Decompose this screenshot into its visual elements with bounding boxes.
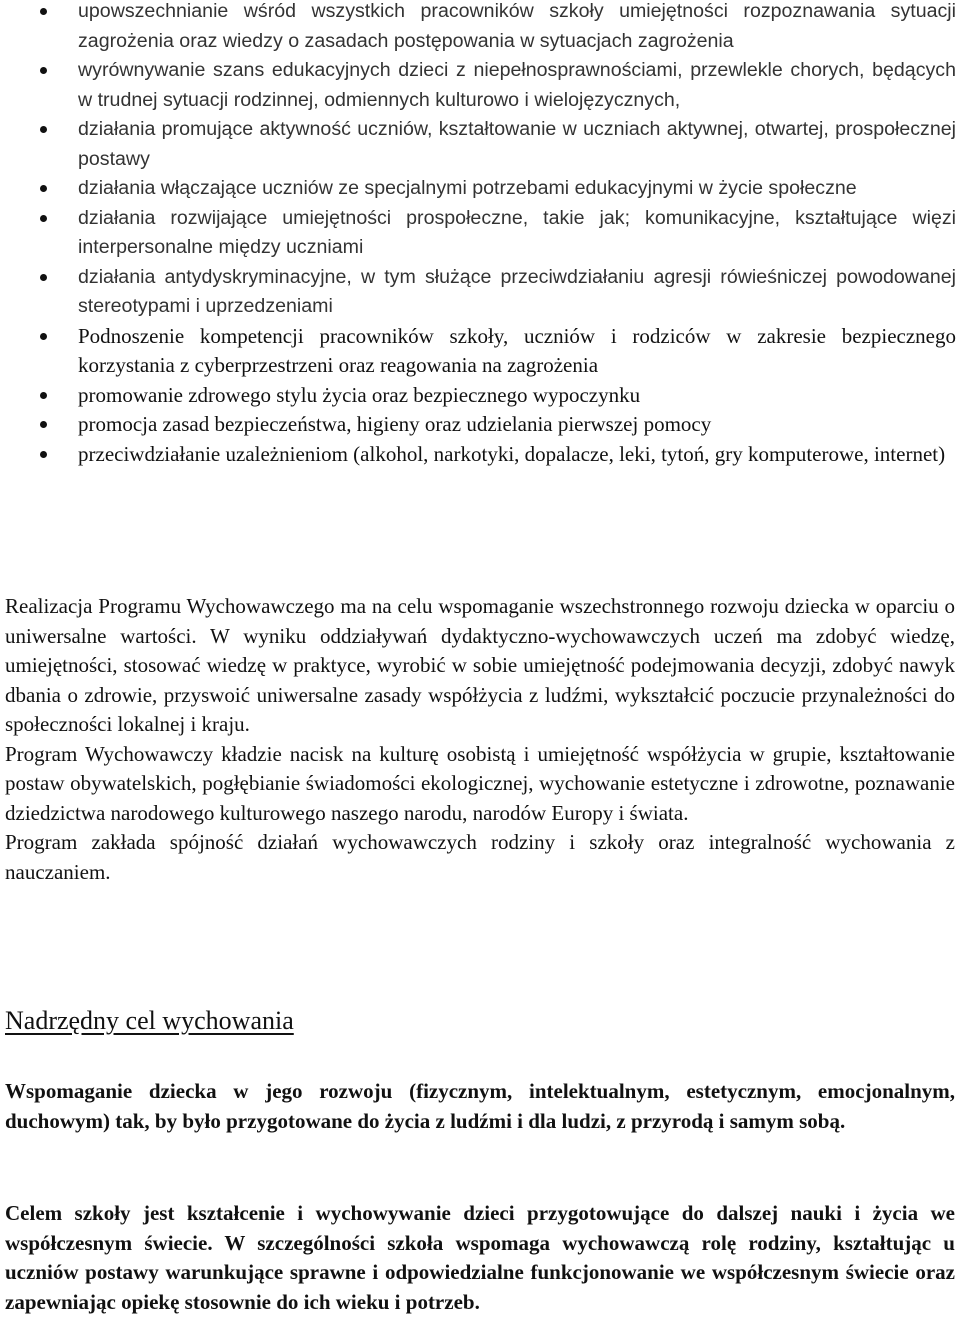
- bullet-dot-icon: [40, 333, 47, 340]
- paragraph-program-assumption: Program zakłada spójność działań wychowawczych rodziny i szkoły oraz integralność wychowania z nauczaniem.: [5, 830, 955, 884]
- bullet-text: działania włączające uczniów ze specjalnymi potrzebami edukacyjnymi w życie społeczne: [78, 177, 857, 199]
- bullet-text: przeciwdziałanie uzależnieniom (alkohol, narkotyki, dopalacze, leki, tytoń, gry komputerowe, internet): [78, 441, 946, 466]
- bullet-dot-icon: [40, 67, 47, 74]
- bullet-text: wyrównywanie szans edukacyjnych dzieci z niepełnosprawnościami, przewlekle chorych, będących w trudnej sytuacji rodzinnej, odmiennych kulturowo i wielojęzycznych,: [78, 59, 956, 111]
- bullet-text: działania rozwijające umiejętności prospołeczne, takie jak; komunikacyjne, kształtujące więzi interpersonalne między uczniami: [78, 206, 956, 258]
- program-description: [5, 592, 955, 887]
- bullet-item: [0, 322, 960, 381]
- bullet-text: działania antydyskryminacyjne, w tym służące przeciwdziałaniu agresji rówieśniczej powodowanej stereotypami i uprzedzeniami: [78, 265, 956, 317]
- bullet-dot-icon: [40, 274, 47, 281]
- bullet-item: [0, 263, 960, 322]
- bullet-text: działania promujące aktywność uczniów, kształtowanie w uczniach aktywnej, otwartej, prospołecznej postawy: [78, 118, 956, 170]
- bullet-dot-icon: [40, 451, 47, 458]
- bullet-item: [0, 174, 960, 204]
- section-heading: Nadrzędny cel wychowania: [5, 1006, 294, 1035]
- school-goal-text: Celem szkoły jest kształcenie i wychowywanie dzieci przygotowujące do dalszej nauki i życia we współczesnym świecie. W szczególności szkoła wspomaga wychowawczą rolę rodziny, kształtując u uczniów postawy warunkujące sprawne i odpowiedzialne funkcjonowanie we współczesnym świecie oraz zapewniając opiekę stosownie do ich wieku i potrzeb.: [5, 1201, 955, 1314]
- bullet-dot-icon: [40, 126, 47, 133]
- bullet-item: [0, 0, 960, 56]
- bullet-text: Podnoszenie kompetencji pracowników szkoły, uczniów i rodziców w zakresie bezpiecznego korzystania z cyberprzestrzeni oraz reagowania na zagrożenia: [78, 323, 956, 377]
- bullet-item: [0, 56, 960, 115]
- bullet-text: promocja zasad bezpieczeństwa, higieny oraz udzielania pierwszej pomocy: [78, 412, 712, 436]
- bullet-text: upowszechnianie wśród wszystkich pracowników szkoły umiejętności rozpoznawania sytuacji zagrożenia oraz wiedzy o zasadach postępowania w sytuacjach zagrożenia: [78, 0, 956, 52]
- paragraph-realization: Realizacja Programu Wychowawczego ma na celu wspomaganie wszechstronnego rozwoju dziecka w oparciu o uniwersalne wartości. W wyniku oddziaływań dydaktyczno-wychowawczych uczeń ma zdobyć wiedzę, umiejętności, stosować wiedzę w praktyce, wyrobić w sobie umiejętność podejmowania decyzji, zdobyć nawyk dbania o zdrowie, przyswoić uniwersalne zasady współżycia z ludźmi, wykształcić poczucie przynależności do społeczności lokalnej i kraju.: [5, 594, 955, 736]
- bullet-dot-icon: [40, 215, 47, 222]
- bullet-dot-icon: [40, 185, 47, 192]
- bullet-dot-icon: [40, 8, 47, 15]
- bullet-item: [0, 204, 960, 263]
- bullet-dot-icon: [40, 392, 47, 399]
- main-goal-text: Wspomaganie dziecka w jego rozwoju (fizycznym, intelektualnym, estetycznym, emocjonalnym, duchowym) tak, by było przygotowane do życia z ludźmi i dla ludzi, z przyrodą i samym sobą.: [5, 1079, 955, 1133]
- bullet-list: [0, 0, 960, 469]
- bullet-dot-icon: [40, 421, 47, 428]
- paragraph-program-focus: Program Wychowawczy kładzie nacisk na kulturę osobistą i umiejętność współżycia w grupie, kształtowanie postaw obywatelskich, pogłębianie świadomości ekologicznej, wychowanie estetyczne i zdrowotne, poznawanie dziedzictwa narodowego kulturowego naszego narodu, narodów Europy i świata.: [5, 741, 955, 825]
- bullet-item: [0, 410, 960, 440]
- bullet-item: [0, 440, 960, 470]
- bullet-text: promowanie zdrowego stylu życia oraz bezpiecznego wypoczynku: [78, 382, 641, 407]
- bullet-item: [0, 115, 960, 174]
- bullet-item: [0, 381, 960, 411]
